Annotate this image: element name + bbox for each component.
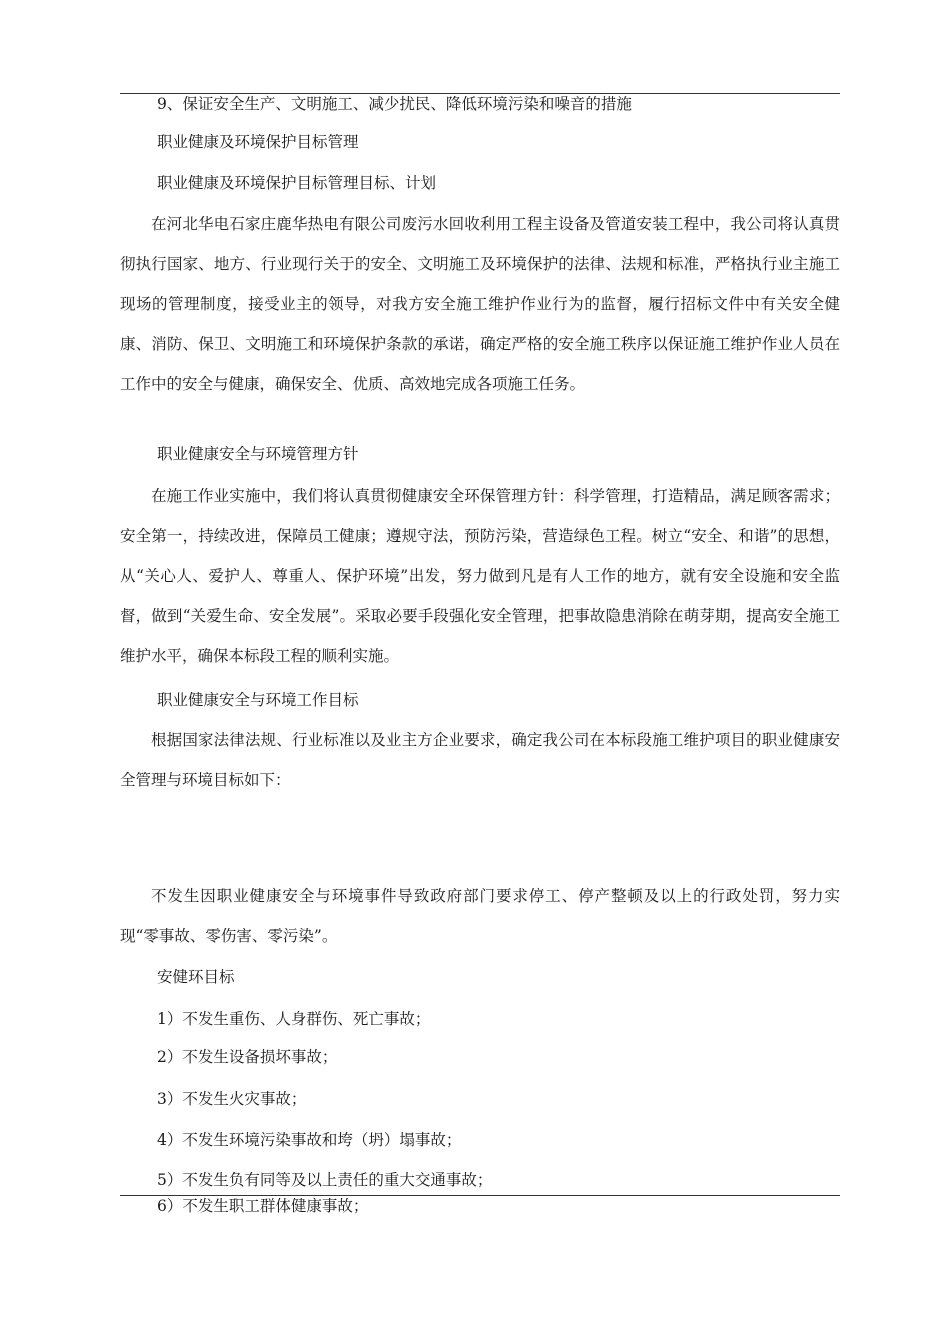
goal-item: 3）不发生火灾事故； bbox=[157, 1090, 307, 1108]
paragraph-policy: 在施工作业实施中，我们将认真贯彻健康安全环保管理方针：科学管理，打造精品，满足顾客需求；安全第一，持续改进，保障员工健康；遵规守法，预防污染，营造绿色工程。树立“安全、和谐”的思想，从“关心人、爱护人、尊重人、保护环境”出发，努力做到凡是有人工作的地方，就有安全设施和安全监督，做到“关爱生命、安全发展”。采取必要手段强化安全管理，把事故隐患消除在萌芽期，提高安全施工维护水平，确保本标段工程的顺利实施。 bbox=[120, 487, 840, 665]
section-heading-9: 9、保证安全生产、文明施工、减少扰民、降低环境污染和噪音的措施 bbox=[157, 95, 632, 113]
goal-item: 5）不发生负有同等及以上责任的重大交通事故； bbox=[157, 1171, 493, 1189]
paragraph-no-penalty: 不发生因职业健康安全与环境事件导致政府部门要求停工、停产整顿及以上的行政处罚，努力实现“零事故、零伤害、零污染”。 bbox=[120, 887, 840, 945]
goal-item: 1）不发生重伤、人身群伤、死亡事故； bbox=[157, 1010, 431, 1028]
paragraph-intro: 在河北华电石家庄鹿华热电有限公司废污水回收利用工程主设备及管道安装工程中，我公司将认真贯彻执行国家、地方、行业现行关于的安全、文明施工及环境保护的法律、法规和标准，严格执行业主施工现场的管理制度，接受业主的领导，对我方安全施工维护作业行为的监督，履行招标文件中有关安全健康、消防、保卫、文明施工和环境保护条款的承诺，确定严格的安全施工秩序以保证施工维护作业人员在工作中的安全与健康，确保安全、优质、高效地完成各项施工任务。 bbox=[120, 215, 840, 393]
section-heading-policy: 职业健康安全与环境管理方针 bbox=[157, 445, 359, 463]
goal-item: 2）不发生设备损坏事故； bbox=[157, 1048, 338, 1066]
goal-item: 6）不发生职工群体健康事故； bbox=[157, 1197, 369, 1215]
section-heading-goals-plan: 职业健康及环境保护目标管理目标、计划 bbox=[157, 174, 437, 192]
paragraph-work-goals: 根据国家法律法规、行业标准以及业主方企业要求，确定我公司在本标段施工维护项目的职业健康安全管理与环境目标如下： bbox=[120, 731, 840, 789]
section-heading-occupational: 职业健康及环境保护目标管理 bbox=[157, 133, 359, 151]
section-heading-hse-goals: 安健环目标 bbox=[157, 968, 235, 986]
section-heading-work-goals: 职业健康安全与环境工作目标 bbox=[157, 691, 359, 709]
goal-item: 4）不发生环境污染事故和垮（坍）塌事故； bbox=[157, 1131, 462, 1149]
